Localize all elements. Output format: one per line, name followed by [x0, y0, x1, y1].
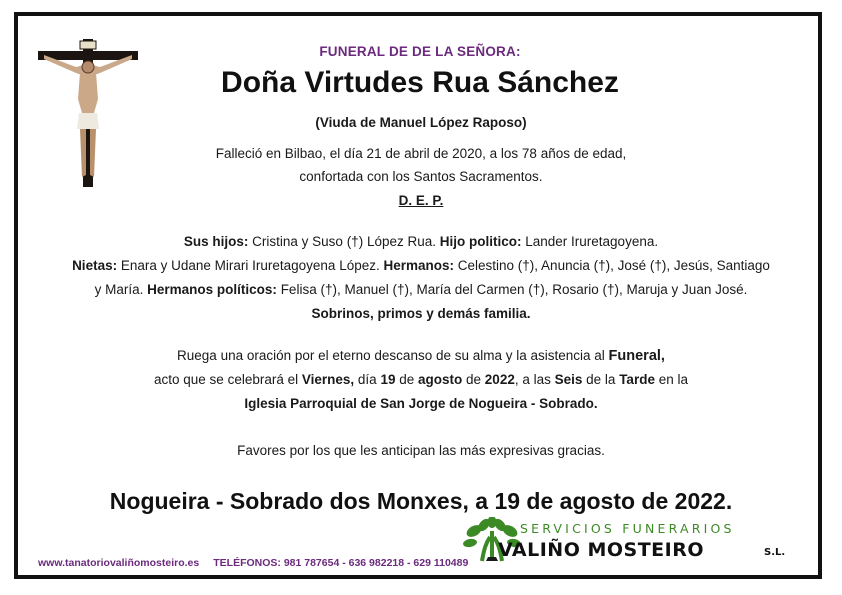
hermanos-politicos-label: Hermanos políticos: [147, 282, 277, 297]
ceremony-line [30, 344, 812, 368]
hijo-politico-text: Lander Iruretagoyena. [521, 234, 659, 249]
ceremony-text: de la [582, 372, 620, 387]
ceremony-line [30, 368, 812, 392]
hermanos-text: Celestino (†), Anuncia (†), José (†), Jesús, Santiago [454, 258, 770, 273]
month: agosto [418, 372, 463, 387]
dep-line: D. E. P. [398, 193, 444, 208]
widow-note: (Viuda de Manuel López Raposo) [315, 115, 527, 130]
company-logo [462, 517, 810, 565]
hour: Seis [554, 372, 583, 387]
ceremony-text: acto que se celebrará el [154, 372, 302, 387]
weekday: Viernes, [301, 372, 355, 387]
family-block [30, 230, 812, 326]
ceremony-text: , a las [514, 372, 555, 387]
logo-name: VALIÑO MOSTEIRO [498, 539, 704, 561]
logo-suffix: S.L. [764, 547, 786, 558]
crucifix-icon [36, 37, 140, 189]
family-line [30, 254, 812, 278]
funeral-word: Funeral, [608, 348, 665, 364]
hermanos-politicos-text: Felisa (†), Manuel (†), María del Carmen (†), Rosario (†), Maruja y Juan José. [276, 282, 748, 297]
time-of-day: Tarde [619, 372, 655, 387]
nietas-text: Enara y Udane Mirari Iruretagoyena López. [117, 258, 384, 273]
hermanos-label: Hermanos: [383, 258, 455, 273]
ceremony-block [30, 344, 812, 416]
day-number: 19 [380, 372, 396, 387]
hermanos-text-cont: y María. [94, 282, 148, 297]
ceremony-text: Ruega una oración por el eterno descanso de su alma y la asistencia al [177, 348, 609, 363]
year: 2022 [484, 372, 515, 387]
family-line [30, 278, 812, 302]
funeral-heading: FUNERAL DE DE LA SEÑORA: [319, 44, 521, 59]
hijo-politico-label: Hijo politico: [439, 234, 522, 249]
website-link[interactable]: www.tanatoriovaliñomosteiro.es [38, 557, 200, 569]
church-name: Iglesia Parroquial de San Jorge de Nogueira - Sobrado. [244, 396, 598, 411]
thanks-line: Favores por los que les anticipan las más expresivas gracias. [237, 443, 605, 458]
nietas-label: Nietas: [72, 258, 118, 273]
death-details: Falleció en Bilbao, el día 21 de abril de 2020, a los 78 años de edad, [215, 146, 627, 161]
hijos-text: Cristina y Suso (†) López Rua. [248, 234, 440, 249]
family-line [30, 302, 812, 326]
ceremony-text: en la [654, 372, 688, 387]
deceased-name: Doña Virtudes Rua Sánchez [221, 66, 619, 99]
footer-contact [38, 557, 468, 569]
ceremony-text: de [462, 372, 485, 387]
logo-tagline: SERVICIOS FUNERARIOS [520, 521, 735, 536]
ceremony-text: de [395, 372, 418, 387]
other-relatives: Sobrinos, primos y demás familia. [311, 306, 531, 321]
ceremony-line [30, 392, 812, 416]
phone-numbers: TELÉFONOS: 981 787654 - 636 982218 - 629 110489 [213, 557, 469, 569]
place-date: Nogueira - Sobrado dos Monxes, a 19 de agosto de 2022. [109, 488, 733, 514]
family-line [30, 230, 812, 254]
sacraments-line: confortada con los Santos Sacramentos. [299, 169, 543, 184]
hijos-label: Sus hijos: [183, 234, 249, 249]
ceremony-text: día [354, 372, 381, 387]
